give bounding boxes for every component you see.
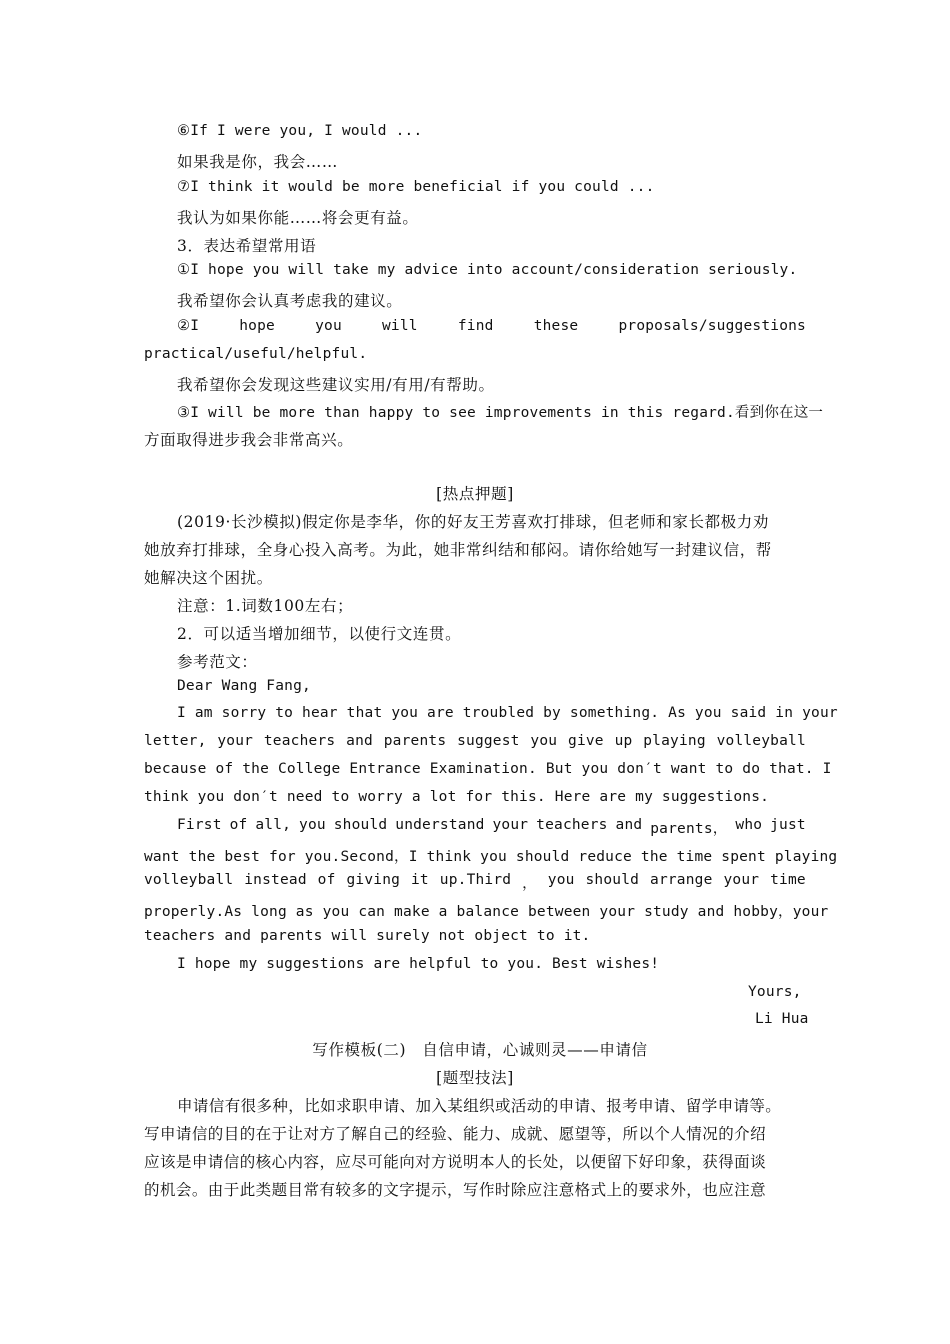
- hope-phrase-2-line1: [144, 318, 806, 334]
- word: give: [568, 733, 604, 749]
- hope-phrase-1-translation: 我希望你会认真考虑我的建议。: [177, 292, 403, 310]
- template-2-title: 写作模板(二) 自信申请，心诚则灵——申请信: [312, 1041, 648, 1059]
- letter-line-justified: [144, 733, 806, 749]
- word: instead: [244, 872, 307, 888]
- body-paragraph-line2: 写申请信的目的在于让对方了解自己的经验、能力、成就、愿望等，所以个人情况的介绍: [144, 1125, 767, 1143]
- word: volleyball: [144, 872, 234, 888]
- word: should: [585, 872, 640, 888]
- letter-line: think you don′t need to worry a lot for this. Here are my suggestions.: [144, 789, 770, 805]
- word: teachers: [263, 733, 336, 749]
- letter-line: want the best for you.Second，I think you should reduce the time spent playing: [144, 849, 838, 865]
- technique-heading: [题型技法]: [436, 1069, 514, 1087]
- hope-phrase-1: ①I hope you will take my advice into account/consideration seriously.: [177, 262, 798, 278]
- note-2: 2．可以适当增加细节，以使行文连贯。: [177, 625, 462, 643]
- word: First: [177, 817, 222, 833]
- word: of: [317, 872, 336, 888]
- word: you: [530, 733, 558, 749]
- word: parents，: [650, 821, 728, 837]
- letter-salutation: Dear Wang Fang,: [177, 678, 311, 694]
- body-paragraph-line4: 的机会。由于此类题目常有较多的文字提示，写作时除应注意格式上的要求外，也应注意: [144, 1181, 767, 1199]
- word: proposals/suggestions: [618, 318, 806, 334]
- word: it: [410, 872, 429, 888]
- word: up: [614, 733, 633, 749]
- hope-phrase-3-translation-cont: 方面取得进步我会非常高兴。: [144, 431, 354, 449]
- body-paragraph-line1: 申请信有很多种，比如求职申请、加入某组织或活动的申请、报考申请、留学申请等。: [177, 1097, 782, 1115]
- word: understand: [395, 817, 485, 833]
- letter-line-justified: [144, 872, 806, 893]
- word: just: [770, 817, 806, 833]
- letter-signature: Li Hua: [755, 1011, 809, 1027]
- word: these: [533, 318, 579, 334]
- word: should: [333, 817, 388, 833]
- phrase-6: ⑥If I were you, I would ...: [177, 123, 423, 139]
- task-prompt-line1: (2019·长沙模拟)假定你是李华，你的好友王芳喜欢打排球，但老师和家长都极力劝: [177, 513, 769, 531]
- section-heading-hope: 3．表达希望常用语: [177, 237, 317, 255]
- phrase-6-translation: 如果我是你，我会……: [177, 153, 339, 171]
- hot-topic-heading: [热点押题]: [436, 485, 514, 503]
- word: and: [346, 733, 373, 749]
- word: parents: [383, 733, 447, 749]
- word: your: [492, 817, 529, 833]
- word: will: [382, 318, 418, 334]
- word: playing: [643, 733, 706, 749]
- word: you: [315, 318, 342, 334]
- letter-closing-line: I hope my suggestions are helpful to you. Best wishes!: [177, 956, 660, 972]
- letter-signoff: Yours,: [748, 984, 802, 1000]
- word: time: [770, 872, 806, 888]
- word: suggest: [457, 733, 520, 749]
- hope-phrase-2-translation: 我希望你会发现这些建议实用/有用/有帮助。: [177, 376, 495, 394]
- word: your: [723, 872, 760, 888]
- letter-line: properly.As long as you can make a balance between your study and hobby，your: [144, 904, 829, 920]
- word: and: [615, 817, 643, 833]
- letter-line: I am sorry to hear that you are troubled by something. As you said in your: [177, 705, 838, 721]
- word: arrange: [650, 872, 713, 888]
- word: who: [735, 817, 763, 833]
- word: hope: [239, 318, 275, 334]
- sample-label: 参考范文：: [177, 653, 258, 671]
- letter-line: teachers and parents will surely not object to it.: [144, 928, 591, 944]
- word: up.Third: [439, 872, 512, 888]
- phrase-7: ⑦I think it would be more beneficial if you could ...: [177, 179, 655, 195]
- word: ②I: [177, 318, 200, 334]
- phrase-7-translation: 我认为如果你能……将会更有益。: [177, 209, 419, 227]
- word: you: [547, 872, 575, 888]
- note-1: 注意：1.词数100左右；: [177, 597, 354, 615]
- word: giving: [346, 872, 401, 888]
- letter-line-justified: [144, 817, 806, 838]
- word: letter,: [144, 733, 207, 749]
- word: volleyball: [716, 733, 806, 749]
- task-prompt-line3: 她解决这个困扰。: [144, 569, 273, 587]
- word: of: [229, 817, 248, 833]
- letter-line: because of the College Entrance Examination. But you don′t want to do that. I: [144, 761, 832, 777]
- hope-phrase-2-line2: practical/useful/helpful.: [144, 346, 368, 362]
- word: your: [217, 733, 254, 749]
- word: ，: [522, 876, 537, 892]
- task-prompt-line2: 她放弃打排球，全身心投入高考。为此，她非常纠结和郁闷。请你给她写一封建议信，帮: [144, 541, 772, 559]
- word: find: [457, 318, 494, 334]
- hope-phrase-3: ③I will be more than happy to see improvements in this regard.看到你在这一: [177, 405, 824, 421]
- word: all,: [255, 817, 292, 833]
- word: teachers: [536, 817, 608, 833]
- body-paragraph-line3: 应该是申请信的核心内容，应尽可能向对方说明本人的长处，以便留下好印象，获得面谈: [144, 1153, 767, 1171]
- word: you: [299, 817, 326, 833]
